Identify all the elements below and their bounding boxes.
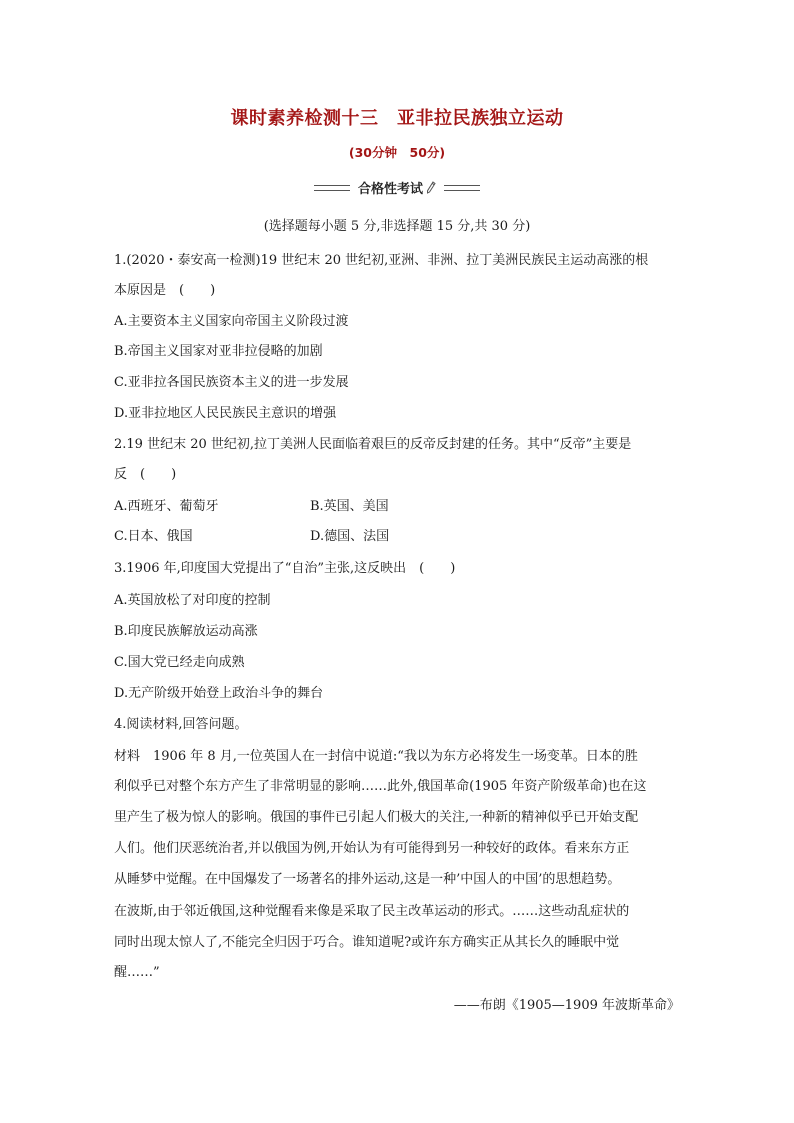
q3-option-b: B.印度民族解放运动高涨 bbox=[114, 624, 258, 639]
scoring-note: (选择题每小题 5 分,非选择题 15 分,共 30 分) bbox=[263, 219, 531, 234]
page-title: 课时素养检测十三 亚非拉民族独立运动 bbox=[230, 108, 564, 129]
q4-material-line6: 在波斯,由于邻近俄国,这种觉醒看来像是采取了民主改革运动的形式。……这些动乱症状的 bbox=[114, 904, 630, 919]
q3-option-a: A.英国放松了对印度的控制 bbox=[114, 593, 271, 608]
q1-option-d: D.亚非拉地区人民民族民主意识的增强 bbox=[114, 406, 337, 421]
q1-option-a: A.主要资本主义国家向帝国主义阶段过渡 bbox=[114, 314, 349, 329]
q4-material-line1: 材料 1906 年 8 月,一位英国人在一封信中说道:“我以为东方必将发生一场变革。日本的胜 bbox=[114, 749, 638, 764]
q4-source-citation: ——布朗《1905—1909 年波斯革命》 bbox=[453, 998, 680, 1013]
q1-option-b: B.帝国主义国家对亚非拉侵略的加剧 bbox=[114, 344, 323, 359]
q4-material-line5: 从睡梦中觉醒。在中国爆发了一场著名的排外运动,这是一种’中国人的中国’的思想趋势。 bbox=[114, 872, 621, 887]
q1-option-c: C.亚非拉各国民族资本主义的进一步发展 bbox=[114, 375, 349, 390]
section-header bbox=[0, 178, 794, 197]
q2-option-b: B.英国、美国 bbox=[310, 499, 389, 514]
section-label-text: 合格性考试 bbox=[357, 182, 423, 197]
q4-material-line2: 利似乎已对整个东方产生了非常明显的影响……此外,俄国革命(1905 年资产阶级革命)也在这 bbox=[114, 779, 647, 794]
q4-stem: 4.阅读材料,回答问题。 bbox=[114, 717, 248, 732]
q3-stem: 3.1906 年,印度国大党提出了“自治”主张,这反映出 ( ) bbox=[114, 561, 456, 576]
q2-option-d: D.德国、法国 bbox=[310, 529, 390, 544]
left-double-rule bbox=[314, 185, 350, 191]
pencil-icon bbox=[426, 181, 436, 194]
q1-stem-line2: 本原因是 ( ) bbox=[114, 283, 216, 298]
section-label bbox=[358, 178, 436, 197]
time-score-subtitle: (30分钟 50分) bbox=[348, 145, 446, 160]
q2-stem-line2: 反 ( ) bbox=[114, 467, 177, 482]
q4-material-line7: 同时出现太惊人了,不能完全归因于巧合。谁知道呢?或许东方确实正从其长久的睡眠中觉 bbox=[114, 935, 620, 950]
q3-option-d: D.无产阶级开始登上政治斗争的舞台 bbox=[114, 686, 324, 701]
right-double-rule bbox=[444, 185, 480, 191]
q4-material-line3: 里产生了极为惊人的影响。俄国的事件已引起人们极大的关注,一种新的精神似乎已开始支配 bbox=[114, 810, 639, 825]
q4-material-line4: 人们。他们厌恶统治者,并以俄国为例,开始认为有可能得到另一种较好的政体。看来东方正 bbox=[114, 841, 630, 856]
q2-stem-line1: 2.19 世纪末 20 世纪初,拉丁美洲人民面临着艰巨的反帝反封建的任务。其中“反帝”主要是 bbox=[114, 437, 632, 452]
q4-material-line8: 醒……” bbox=[114, 965, 160, 980]
q3-option-c: C.国大党已经走向成熟 bbox=[114, 655, 245, 670]
q2-option-c: C.日本、俄国 bbox=[114, 529, 193, 544]
q1-stem-line1: 1.(2020・泰安高一检测)19 世纪末 20 世纪初,亚洲、非洲、拉丁美洲民族民主运动高涨的根 bbox=[114, 253, 649, 268]
q2-option-a: A.西班牙、葡萄牙 bbox=[114, 499, 219, 514]
